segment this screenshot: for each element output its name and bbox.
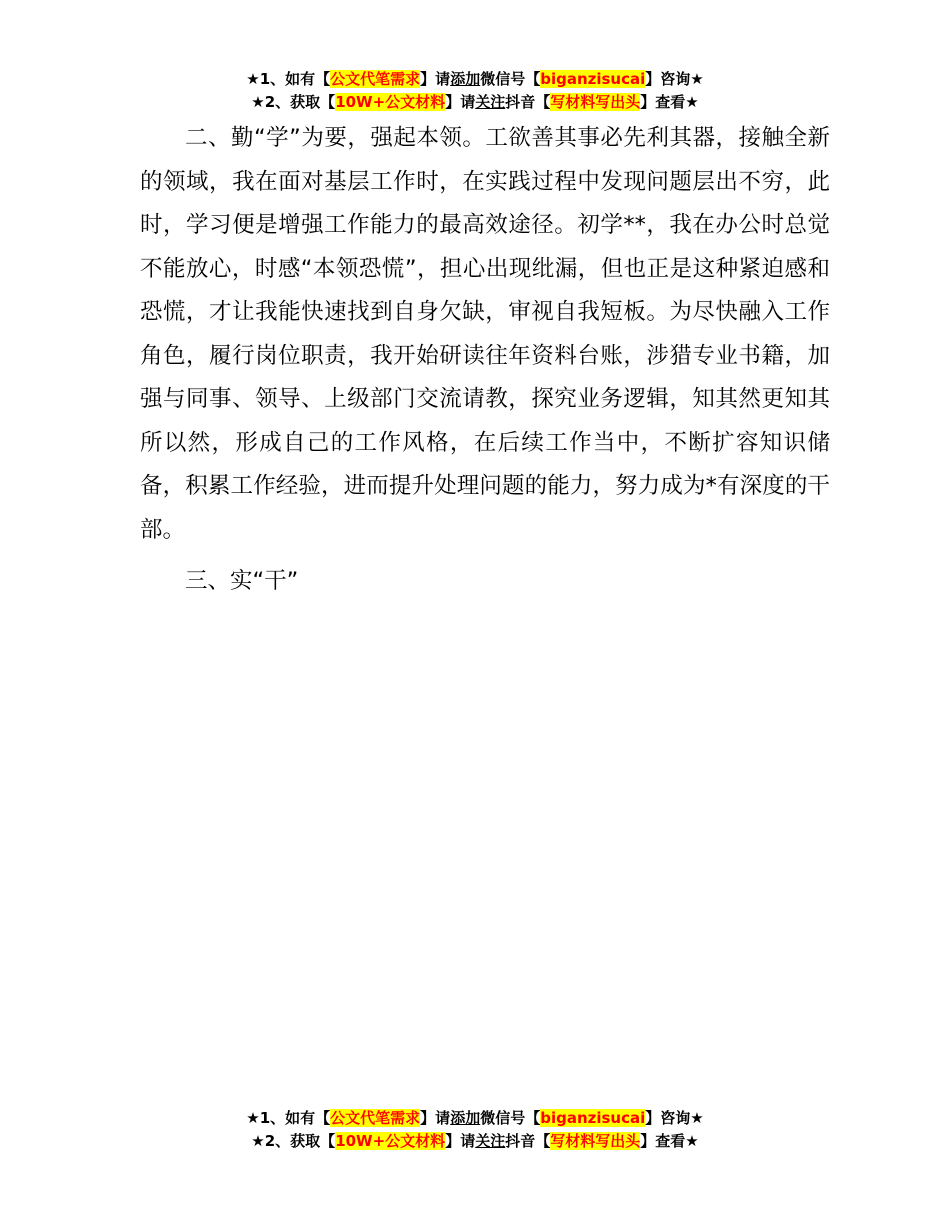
footer-line1-suffix: 】咨询★ <box>645 1109 704 1127</box>
banner-emph-add: 添加 <box>450 70 481 88</box>
footer-emph-add: 添加 <box>450 1109 481 1127</box>
banner-emph-follow: 关注 <box>475 93 506 111</box>
banner-highlight-douyin: 写材料写出头 <box>550 93 641 111</box>
footer-highlight-wechat-id: biganzisucai <box>540 1109 646 1127</box>
header-banner <box>0 68 950 114</box>
footer-line2-mid1: 】请 <box>445 1132 476 1150</box>
paragraph-practice-heading: 三、实“干” <box>185 568 299 594</box>
banner-line2-mid2: 抖音【 <box>505 93 551 111</box>
footer-banner <box>0 1107 950 1153</box>
footer-line1-mid2: 微信号【 <box>480 1109 541 1127</box>
banner-line2-suffix: 】查看★ <box>640 93 699 111</box>
footer-highlight-douyin: 写材料写出头 <box>550 1132 641 1150</box>
banner-highlight-materials: 10W+公文材料 <box>335 93 446 111</box>
footer-banner-line1 <box>0 1107 950 1130</box>
footer-line2-prefix: ★2、获取【 <box>251 1132 336 1150</box>
footer-line1-prefix: ★1、如有【 <box>246 1109 331 1127</box>
footer-highlight-materials: 10W+公文材料 <box>335 1132 446 1150</box>
document-body <box>140 117 830 604</box>
banner-highlight-ghostwriting: 公文代笔需求 <box>330 70 421 88</box>
footer-highlight-ghostwriting: 公文代笔需求 <box>330 1109 421 1127</box>
footer-banner-line2 <box>0 1130 950 1153</box>
header-banner-line1 <box>0 68 950 91</box>
banner-highlight-wechat-id: biganzisucai <box>540 70 646 88</box>
paragraph-study: 二、勤“学”为要，强起本领。工欲善其事必先利其器，接触全新的领域，我在面对基层工作时，在实践过程中发现问题层出不穷，此时，学习便是增强工作能力的最高效途径。初学**，我在办公时总觉不能放心，时感“本领恐慌”，担心出现纰漏，但也正是这种紧迫感和恐慌，才让我能快速找到自身欠缺，审视自我短板。为尽快融入工作角色，履行岗位职责，我开始研读往年资料台账，涉猎专业书籍，加强与同事、领导、上级部门交流请教，探究业务逻辑，知其然更知其所以然，形成自己的工作风格，在后续工作当中，不断扩容知识储备，积累工作经验，进而提升处理问题的能力，努力成为*有深度的干部。 <box>140 125 830 543</box>
banner-line2-mid1: 】请 <box>445 93 476 111</box>
banner-line2-prefix: ★2、获取【 <box>251 93 336 111</box>
footer-line2-suffix: 】查看★ <box>640 1132 699 1150</box>
banner-line1-mid2: 微信号【 <box>480 70 541 88</box>
banner-line1-suffix: 】咨询★ <box>645 70 704 88</box>
header-banner-line2 <box>0 91 950 114</box>
footer-line2-mid2: 抖音【 <box>505 1132 551 1150</box>
footer-line1-mid1: 】请 <box>420 1109 451 1127</box>
banner-line1-prefix: ★1、如有【 <box>246 70 331 88</box>
banner-line1-mid1: 】请 <box>420 70 451 88</box>
footer-emph-follow: 关注 <box>475 1132 506 1150</box>
